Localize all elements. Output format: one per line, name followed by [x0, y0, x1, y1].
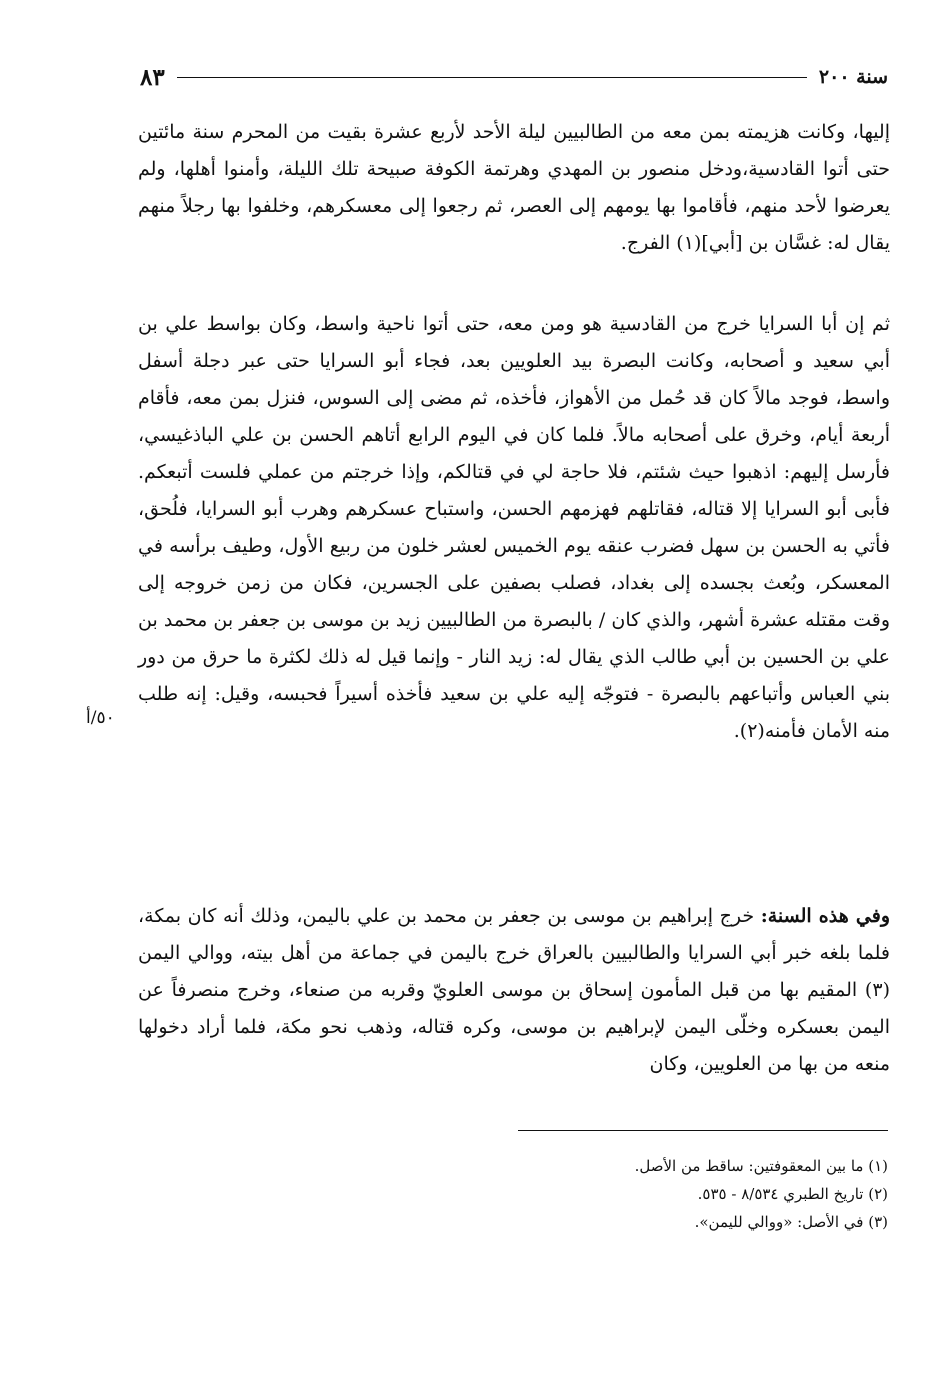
running-header — [140, 62, 888, 92]
header-rule — [177, 77, 807, 78]
paragraph-lead: وفي هذه السنة: — [760, 905, 890, 927]
paragraph — [138, 114, 890, 262]
footnote: (١) ما بين المعقوفتين: ساقط من الأصل. — [634, 1157, 888, 1175]
paragraph — [138, 898, 890, 1083]
footnote: (٢) تاريخ الطبري ٨/٥٣٤ - ٥٣٥. — [697, 1185, 888, 1203]
paragraph — [138, 306, 890, 750]
footnotes — [400, 1152, 888, 1236]
margin-folio-note: ٥٠/أ — [86, 708, 115, 728]
paragraph-text: ثم إن أبا السرايا خرج من القادسية هو ومن معه، حتى أتوا ناحية واسط، وكان بواسط علي بن أبي سعيد و أصحابه، وكانت البصرة بيد العلويين بعد، فجاء أبو السرايا حتى عبر دجلة أسفل واسط، فوجد مالاً كان قد حُمل من الأهواز، فأخذه، ثم مضى إلى السوس، فنزل بمن معه، فأقام أربعة أيام، وخرق على أصحابه مالاً. فلما كان في اليوم الرابع أتاهم الحسن بن علي الباذغيسي، فأرسل إليهم: اذهبوا حيث شئتم، فلا حاجة لي في قتالكم، وإذا خرجتم من عملي فلست أتبعكم. فأبى أبو السرايا إلا قتاله، فقاتلهم فهزمهم الحسن، واستباح عسكرهم وهرب أبو السرايا، فلُحق، فأتي به الحسن بن سهل فضرب عنقه يوم الخميس لعشر خلون من ربيع الأول، وطيف برأسه في المعسكر، وبُعث بجسده إلى بغداد، فصلب بصفين على الجسرين، فكان من زمن خروجه إلى وقت مقتله عشرة أشهر، والذي كان / بالبصرة من الطالبيين زيد بن موسى بن جعفر بن محمد بن علي بن الحسين بن أبي طالب الذي يقال له: زيد النار - وإنما قيل له ذلك لكثرة ما حرق من دور بني العباس وأتباعهم بالبصرة - فتوجّه إليه علي بن سعيد فأخذه أسيراً فحبسه، وقيل: إنه طلب منه الأمان فأمنه(٢). — [138, 313, 890, 742]
footnote: (٣) في الأصل: «ووالي لليمن». — [694, 1213, 888, 1231]
header-year: سنة ٢٠٠ — [818, 66, 888, 88]
page-number: ٨٣ — [140, 63, 165, 91]
paragraph-text: إليها، وكانت هزيمته بمن معه من الطالبيين ليلة الأحد لأربع عشرة بقيت من المحرم سنة مائتين حتى أتوا القادسية،ودخل منصور بن المهدي وهرتمة الكوفة صبيحة تلك الليلة، وأمنوا أهلها، ولم يعرضوا لأحد منهم، فأقاموا بها يومهم إلى العصر، ثم رجعوا إلى معسكرهم، وخلفوا بها رجلاً منهم يقال له: غسَّان بن [أبي](١) الفرج. — [138, 121, 890, 254]
footnote-rule — [518, 1130, 888, 1131]
paragraph-text: خرج إبراهيم بن موسى بن جعفر بن محمد بن علي باليمن، وذلك أنه كان بمكة، فلما بلغه خبر أبي السرايا والطالبيين بالعراق خرج باليمن في جماعة من أهل بيته، ووالي اليمن (٣) المقيم بها من قبل المأمون إسحاق بن موسى العلويّ وقربه من صنعاء، وخرج منصرفاً عن اليمن بعسكره وخلّى اليمن لإبراهيم بن موسى، وكره قتاله، وذهب نحو مكة، فلما أراد دخولها منعه من بها من العلويين، وكان — [138, 905, 890, 1075]
